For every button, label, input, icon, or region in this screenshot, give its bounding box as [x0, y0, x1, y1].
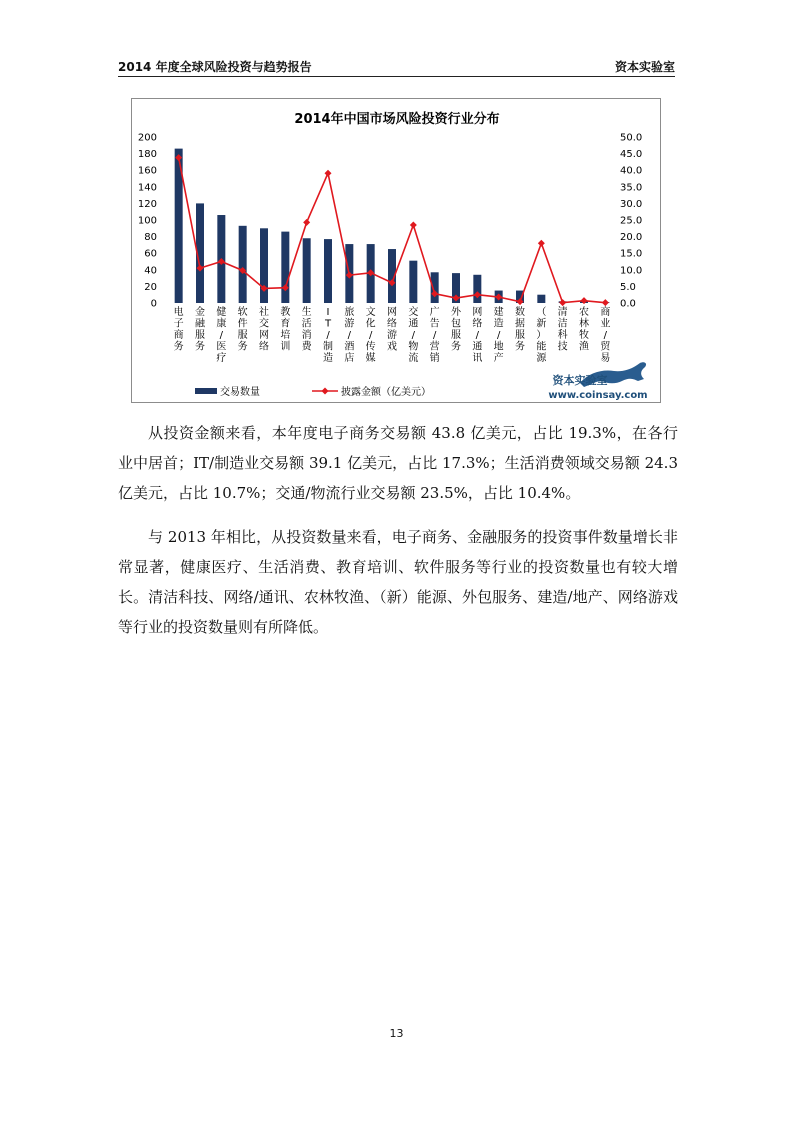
bar — [324, 239, 332, 303]
right-tick-label: 0.0 — [620, 298, 636, 310]
category-label: 社交网络 — [259, 307, 269, 353]
left-tick-label: 100 — [137, 215, 157, 227]
right-tick-label: 15.0 — [620, 248, 643, 260]
report-title: 2014 年度全球风险投资与趋势报告 — [118, 60, 312, 74]
right-tick-label: 45.0 — [620, 149, 643, 161]
right-tick-label: 20.0 — [620, 232, 643, 244]
page-number: 13 — [389, 1027, 404, 1040]
category-label: 商业/贸易 — [600, 307, 611, 364]
paragraph-investment-amount: 从投资金额来看，本年度电子商务交易额 43.8 亿美元，占比 19.3%，在各行业中居首；IT/制造业交易额 39.1 亿美元，占比 17.3%；生活消费领域交易额 24.3 亿美元，占比 10.7%；交通/物流行业交易额 23.5%，占比 10.4%。 — [118, 424, 678, 502]
bar — [409, 261, 417, 303]
left-tick-label: 60 — [144, 248, 157, 260]
coinsay-logo — [548, 362, 647, 401]
bar — [239, 226, 247, 303]
category-label: 外包服务 — [451, 307, 461, 353]
line-point — [325, 170, 332, 177]
category-label: I T /制造 — [323, 307, 333, 364]
legend-line-marker — [322, 388, 329, 395]
right-tick-label: 50.0 — [620, 132, 643, 144]
category-label: 健康/医疗 — [216, 307, 227, 364]
category-label: 旅游/酒店 — [344, 307, 355, 364]
left-tick-label: 160 — [137, 165, 157, 177]
category-label: 电子商务 — [173, 307, 184, 353]
category-label: 生活消费 — [301, 307, 312, 353]
line-point — [602, 299, 609, 306]
bar — [431, 272, 439, 303]
left-tick-label: 140 — [137, 182, 157, 194]
left-tick-label: 40 — [144, 265, 157, 277]
paragraph-investment-count: 与 2013 年相比，从投资数量来看，电子商务、金融服务的投资事件数量增长非常显著，健康医疗、生活消费、教育培训、软件服务等行业的投资数量也有较大增长。清洁科技、网络/通讯、农林牧渔、（新）能源、外包服务、建造/地产、网络游戏等行业的投资数量则有所降低。 — [118, 528, 678, 636]
category-label: 教育培训 — [280, 307, 291, 353]
line-point — [410, 221, 417, 228]
category-label: 建造/地产 — [493, 307, 504, 364]
category-label: 清洁科技 — [557, 307, 568, 353]
category-label: 网络游戏 — [387, 307, 397, 353]
right-axis — [620, 133, 642, 310]
bar — [303, 238, 311, 303]
bar — [473, 275, 481, 303]
chart-svg — [132, 99, 662, 404]
legend-bar-label: 交易数量 — [220, 387, 260, 398]
left-tick-label: 200 — [137, 132, 157, 144]
logo-brand: 资本实验室 — [552, 374, 608, 387]
right-tick-label: 40.0 — [620, 165, 643, 177]
category-label: （新）能源 — [536, 307, 547, 364]
right-tick-label: 10.0 — [620, 265, 643, 277]
category-labels — [174, 305, 612, 364]
publisher-name: 资本实验室 — [614, 60, 675, 74]
bar — [281, 232, 289, 303]
left-tick-label: 20 — [144, 281, 157, 293]
left-tick-label: 0 — [150, 298, 157, 310]
legend-bar-swatch — [195, 388, 217, 394]
legend-line-label: 披露金额（亿美元） — [341, 387, 431, 398]
category-label: 文化/传媒 — [365, 307, 376, 364]
bar — [537, 295, 545, 303]
category-label: 交通/物流 — [408, 307, 419, 364]
right-tick-label: 35.0 — [620, 182, 643, 194]
category-label: 农林牧渔 — [579, 307, 589, 353]
right-tick-label: 30.0 — [620, 198, 643, 210]
chart-title: 2014年中国市场风险投资行业分布 — [294, 112, 500, 127]
logo-url: www.coinsay.com — [548, 390, 648, 401]
category-label: 网络/通讯 — [472, 307, 483, 364]
page-header — [118, 56, 675, 77]
right-tick-label: 25.0 — [620, 215, 643, 227]
left-tick-label: 80 — [144, 232, 157, 244]
line-point — [538, 240, 545, 247]
line-point — [303, 219, 310, 226]
category-label: 金融服务 — [195, 307, 205, 353]
category-label: 数据服务 — [515, 307, 525, 353]
legend — [195, 385, 431, 398]
right-tick-label: 5.0 — [620, 281, 636, 293]
category-label: 广告/营销 — [429, 307, 440, 364]
left-tick-label: 120 — [137, 198, 157, 210]
left-axis — [138, 133, 157, 310]
line-point — [581, 297, 588, 304]
chart-figure — [131, 98, 661, 403]
category-label: 软件服务 — [237, 307, 248, 353]
line-point — [559, 299, 566, 306]
left-tick-label: 180 — [137, 149, 157, 161]
